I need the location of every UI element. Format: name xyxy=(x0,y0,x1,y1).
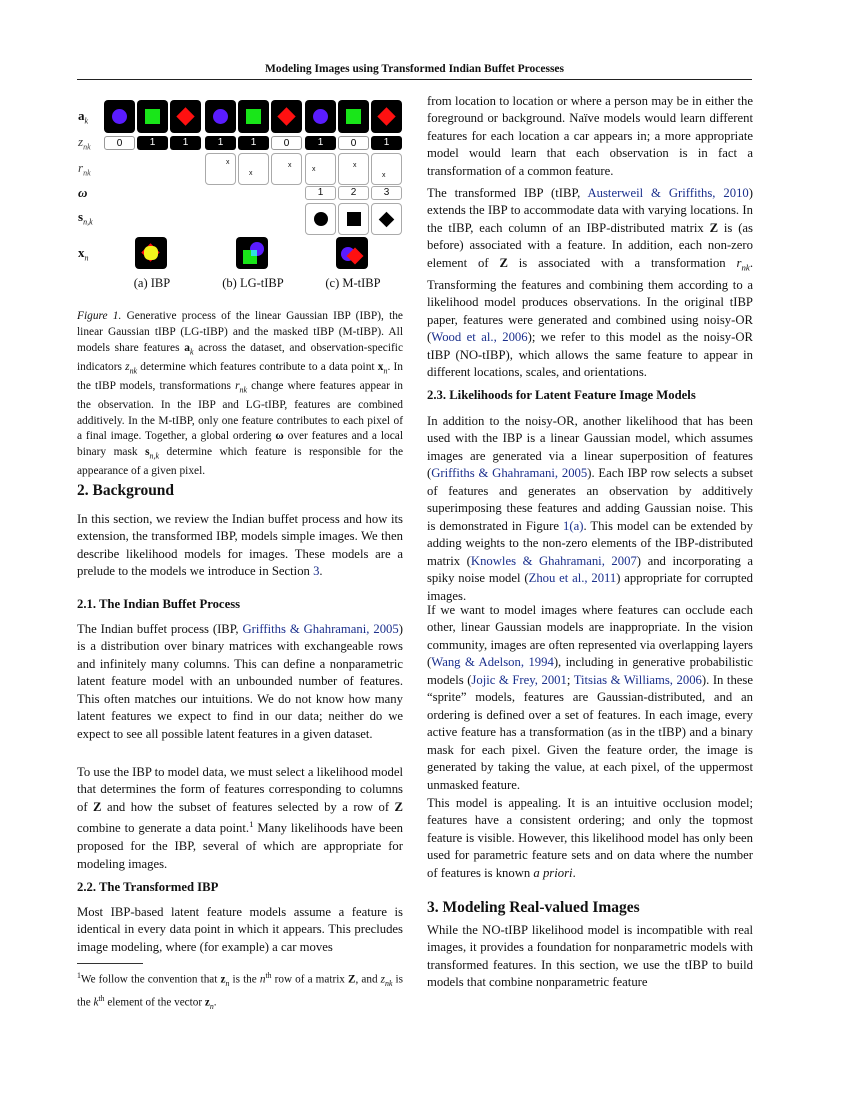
paragraph xyxy=(77,621,403,743)
text-run: determine which feature is responsible for the appearance of a given pixel. xyxy=(77,446,403,478)
transform-mark: x xyxy=(382,172,386,179)
text-run: . This model can be extended by adding weights to the non-zero elements of the IBP-distributed matrix ( xyxy=(427,518,753,568)
omega-cell: 1 xyxy=(305,186,336,200)
paragraph xyxy=(77,764,403,873)
subsection-heading: 2.2. The Transformed IBP xyxy=(77,880,219,894)
paragraph xyxy=(427,922,753,992)
text-run: element of the vector xyxy=(104,996,205,1009)
z-cell: 1 xyxy=(137,136,168,150)
citation-link[interactable]: Griffiths & Ghahramani, 2005 xyxy=(431,466,588,481)
transform-mark: x xyxy=(249,170,253,177)
subscript: n xyxy=(383,365,388,375)
z-cell: 0 xyxy=(104,136,135,150)
citation-link[interactable]: Jojic & Frey, 2001 xyxy=(471,672,567,687)
z-cell: 1 xyxy=(205,136,236,150)
section-heading: 3. Modeling Real-valued Images xyxy=(427,899,640,916)
z-cell: 0 xyxy=(271,136,302,150)
text-run: determine which features contribute to a data point xyxy=(137,360,378,373)
subcaption-c: (c) M-tIBP xyxy=(325,276,381,290)
footnote-rule xyxy=(77,963,143,964)
label-omega: ω xyxy=(78,185,88,200)
paragraph xyxy=(77,904,403,956)
footnote xyxy=(77,968,403,1014)
section-heading: 2. Background xyxy=(77,482,175,499)
transform-mark: x xyxy=(288,162,292,169)
transform-mark: x xyxy=(353,162,357,169)
subscript: k xyxy=(189,346,194,356)
subscript: nk xyxy=(239,385,248,395)
subsection-heading: 2.1. The Indian Buffet Process xyxy=(77,597,241,611)
text-run: . Transforming the features and combining them according to a likelihood model produces observations. In the original tIBP paper, features were generated and combined using noisy-OR ( xyxy=(427,255,753,345)
math-bold: Z xyxy=(348,973,356,986)
text-run: The Indian buffet process (IBP, xyxy=(77,622,243,636)
subscript: n xyxy=(225,978,230,988)
text-run: . xyxy=(319,564,323,579)
label-r: $r_{nk}$ xyxy=(78,160,91,178)
label-s: $s_{n,k}$ xyxy=(78,209,93,227)
text-run: ); we refer to this model as the noisy-OR tIBP (NO-tIBP), which allows the same feature to appear in different locations, scales, and orientations. xyxy=(427,330,753,380)
italic-text: r xyxy=(736,255,742,270)
superscript: 1 xyxy=(77,971,81,980)
text-run: is (as before) associated with a feature. In addition, each non-zero element of xyxy=(427,220,753,270)
text-run: combine to generate a data point. xyxy=(77,821,250,836)
text-run: is associated with a transformation xyxy=(507,255,737,270)
citation-link[interactable]: 3 xyxy=(313,564,320,579)
running-header: Modeling Images using Transformed Indian Buffet Processes xyxy=(264,63,564,75)
paragraph xyxy=(77,511,403,581)
math-bold: ω xyxy=(275,430,284,443)
subscript: n,k xyxy=(149,451,160,461)
math-bold: z xyxy=(204,996,210,1009)
citation-link[interactable]: Knowles & Ghahramani, 2007 xyxy=(470,553,637,568)
math-bold: x xyxy=(377,360,384,373)
italic-text: a priori xyxy=(533,865,573,880)
paragraph xyxy=(427,795,753,882)
subscript: nk xyxy=(129,365,138,375)
text-run: ) and incorporating a spiky noise model ( xyxy=(427,553,753,586)
text-run: This model is appealing. It is an intuitive occlusion model; features have a consistent ordering; and only the topmost feature is visible. However, this likelihood model has only been used for parametric feature sets and on data where the number of features is known xyxy=(427,796,753,880)
label-a: $a_k$ xyxy=(78,108,89,126)
text-run: We follow the convention that xyxy=(80,973,221,986)
math-bold: Z xyxy=(93,799,102,814)
z-cell: 1 xyxy=(238,136,269,150)
text-run: row of a matrix xyxy=(271,973,349,986)
text-run: Generative process of the linear Gaussian IBP (IBP), the linear Gaussian tIBP (LG-tIBP) and the masked tIBP (M-tIBP). All models share features xyxy=(77,310,403,354)
paragraph xyxy=(427,413,753,605)
text-run: . In the tIBP models, transformations xyxy=(77,360,404,392)
citation-link[interactable]: Wang & Adelson, 1994 xyxy=(431,655,554,670)
math-bold: Z xyxy=(394,799,403,814)
math-bold: Z xyxy=(709,220,719,235)
left-column xyxy=(77,0,403,1100)
text-run: across the dataset, and observation-specific indicators xyxy=(77,341,403,373)
text-run: ) is a distribution over binary matrices with exchangeable rows and infinitely many columns. This can define a nonparametric latent feature model with an unbounded number of features. This often matches our intuitions. We do not know how many latent features we expect to find in our data; neither do we expect to see all possible latent features in a given dataset. xyxy=(77,622,403,741)
text-run: ). Each IBP row selects a subset of features and generates an observation by additively superimposing these features and adding Gaussian noise. This is demonstrated in Figure xyxy=(427,466,753,533)
italic-text: n xyxy=(259,973,266,986)
z-cell: 1 xyxy=(305,136,336,150)
italic-text: k xyxy=(93,996,99,1009)
citation-link[interactable]: Zhou et al., 2011 xyxy=(528,571,617,586)
math-bold: Z xyxy=(499,255,508,270)
text-run: is the xyxy=(229,973,260,986)
text-run: , and xyxy=(355,973,381,986)
citation-link[interactable]: Titsias & Williams, 2006 xyxy=(573,672,702,687)
label-z: $z_{nk}$ xyxy=(78,134,91,152)
italic-text: z xyxy=(380,973,386,986)
citation-link[interactable]: Wood et al., 2006 xyxy=(431,330,528,345)
citation-link[interactable]: 1(a) xyxy=(563,518,584,533)
text-run: The transformed IBP (tIBP, xyxy=(427,186,588,200)
superscript: 1 xyxy=(249,819,254,830)
subsection-heading: 2.3. Likelihoods for Latent Feature Image Models xyxy=(427,388,696,402)
italic-text: Figure 1. xyxy=(77,310,122,322)
subcaption-b: (b) LG-tIBP xyxy=(222,276,284,290)
math-bold: z xyxy=(220,973,226,986)
text-run: In this section, we review the Indian buffet process and how its extension, the transformed IBP, models simple images. We then describe likelihood models for images. These models are a prelude to the models we introduce in Section xyxy=(77,512,403,579)
z-cell: 0 xyxy=(338,136,369,150)
text-run: To use the IBP to model data, we must select a likelihood model that determines the form of features corresponding to columns of xyxy=(77,765,403,814)
italic-text: z xyxy=(125,360,130,373)
text-run: ) extends the IBP to accommodate data with varying locations. In the tIBP, each column of an IBP-distributed matrix xyxy=(427,186,753,235)
subscript: n xyxy=(209,1001,214,1011)
citation-link[interactable]: Griffiths & Ghahramani, 2005 xyxy=(242,622,399,636)
text-run: ), including in generative probabilistic models ( xyxy=(427,655,754,687)
label-x: $x_n$ xyxy=(78,245,89,263)
z-cell: 1 xyxy=(371,136,402,150)
transform-mark: x xyxy=(312,166,316,173)
omega-cell: 3 xyxy=(371,186,402,200)
subcaption-a: (a) IBP xyxy=(133,276,171,290)
italic-text: r xyxy=(235,379,240,392)
superscript: th xyxy=(265,971,272,980)
paragraph xyxy=(427,93,753,180)
text-run: change where features appear in the observation. In the IBP and LG-tIBP, features are combined additively. In the M-tIBP, only one feature contributes to each pixel of a final image. Together, a global ordering xyxy=(77,379,403,443)
math-bold: a xyxy=(184,341,190,354)
paragraph xyxy=(427,185,753,382)
text-run: Most IBP-based latent feature models assume a feature is identical in every data point in which it appears. This precludes image modeling, where (for example) a car moves xyxy=(77,905,403,954)
subscript: nk xyxy=(741,262,750,273)
subscript: nk xyxy=(385,978,393,988)
text-run: and how the subset of features selected by a row of xyxy=(101,799,395,814)
text-run: from location to location or where a person may be in either the foreground or background. Naïve models would learn different features for each location a car appears in; a more appropriate model would learn that each observation is in fact a transformation of a common feature. xyxy=(427,94,753,178)
text-run: ) appropriate for corrupted images. xyxy=(427,571,753,603)
paragraph xyxy=(427,602,753,794)
text-run: over features and a local binary mask xyxy=(77,430,403,459)
math-bold: s xyxy=(145,446,150,459)
text-run: is the xyxy=(77,973,403,1009)
z-cell: 1 xyxy=(170,136,201,150)
text-run: ). In these “sprite” models, features are Gaussian-distributed, and an ordering is defined over a set of features. In each image, every active feature has a transformation (as in the tIBP) and a binary mask for each pixel. Given the feature order, the image is generated by taking the value, at each pixel, of the uppermost unmasked feature. xyxy=(427,672,754,792)
superscript: th xyxy=(98,993,105,1003)
right-column xyxy=(427,0,753,1100)
citation-link[interactable]: Austerweil & Griffiths, 2010 xyxy=(587,186,749,200)
text-run: . xyxy=(572,865,576,880)
text-run: In addition to the noisy-OR, another likelihood that has been used with the IBP is a linear Gaussian model, which assumes images are generated via a linear superposition of features ( xyxy=(427,414,753,481)
text-run: . xyxy=(213,996,217,1009)
text-run: ; xyxy=(566,672,574,687)
transform-mark: x xyxy=(226,159,230,166)
omega-cell: 2 xyxy=(338,186,369,200)
text-run: If we want to model images where features can occlude each other, linear Gaussian models are inappropriate. In the vision community, images are often represented via overlapping layers ( xyxy=(427,603,753,670)
text-run: Many likelihoods have been proposed for the IBP, several of which are appropriate for modeling images. xyxy=(77,821,403,871)
text-run: While the NO-tIBP likelihood model is incompatible with real images, it provides a foundation for nonparametric models with transformed features. In this section, we use the tIBP to build models that combine nonparametric feature xyxy=(427,923,753,990)
